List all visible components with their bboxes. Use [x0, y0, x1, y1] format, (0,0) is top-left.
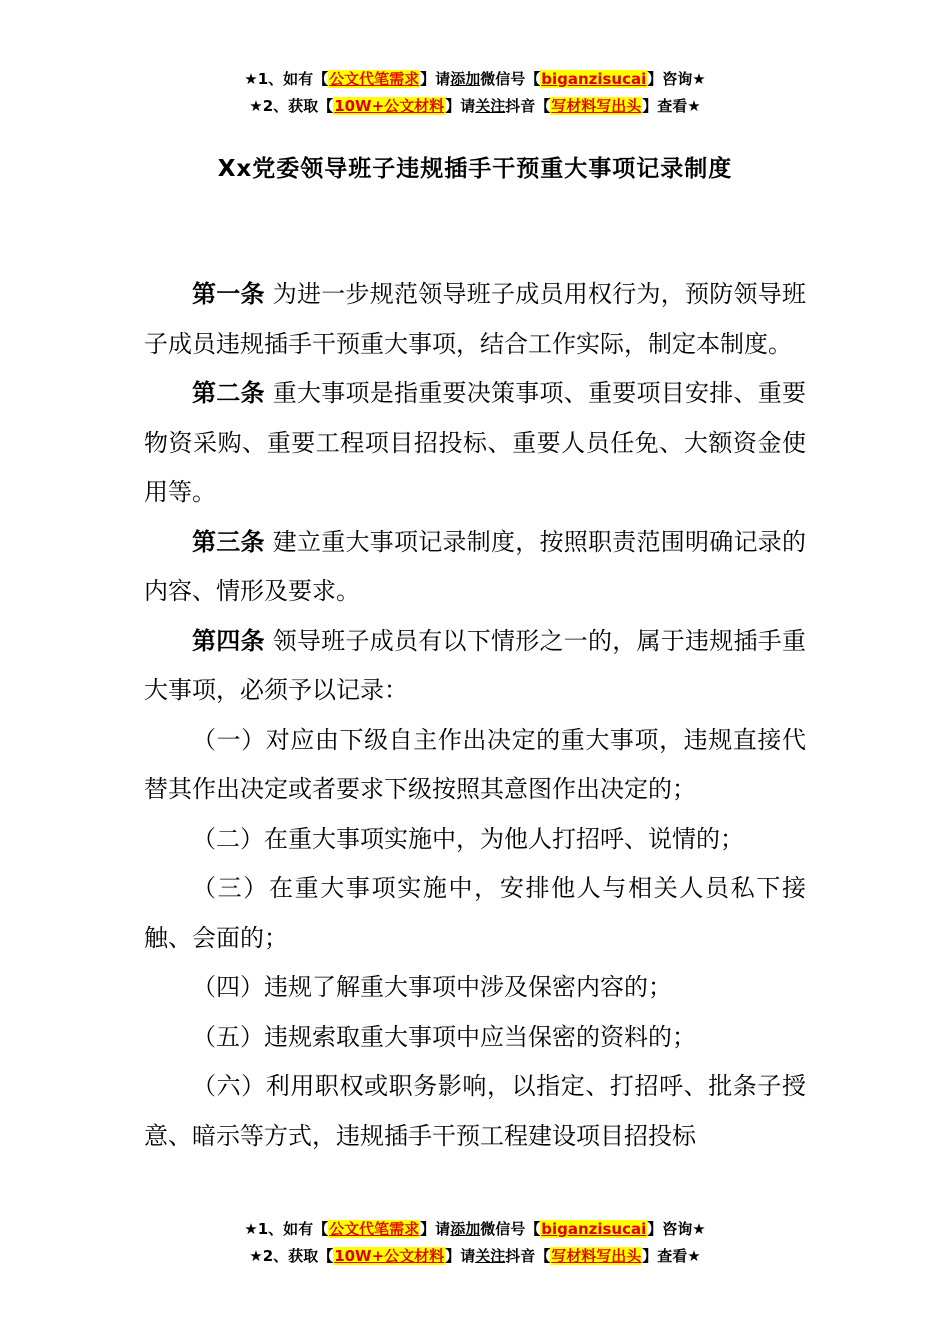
article-label: 第三条: [192, 527, 265, 556]
highlight-materials: 10W+公文材料: [334, 1247, 445, 1265]
list-item: （三）在重大事项实施中，安排他人与相关人员私下接触、会面的；: [144, 874, 806, 952]
banner-line-2: ★2、获取【10W+公文材料】请关注抖音【写材料写出头】查看★: [249, 97, 701, 115]
banner-line-1: ★1、如有【公文代笔需求】请添加微信号【biganzisucai】咨询★: [244, 70, 706, 88]
article-2: [144, 369, 806, 518]
list-item: （四）违规了解重大事项中涉及保密内容的；: [192, 973, 672, 1001]
footer-banner: [0, 1216, 950, 1270]
list-item: （一）对应由下级自主作出决定的重大事项，违规直接代替其作出决定或者要求下级按照其意图作出决定的；: [144, 725, 806, 803]
article-text: 重大事项是指重要决策事项、重要项目安排、重要物资采购、重要工程项目招投标、重要人员任免、大额资金使用等。: [144, 379, 806, 506]
article-text: 领导班子成员有以下情形之一的，属于违规插手重大事项，必须予以记录：: [144, 626, 806, 704]
banner-line-1: ★1、如有【公文代笔需求】请添加微信号【biganzisucai】咨询★: [244, 1220, 706, 1238]
article-4: [144, 617, 806, 716]
list-item: （六）利用职权或职务影响，以指定、打招呼、批条子授意、暗示等方式，违规插手干预工程建设项目招投标: [144, 1072, 806, 1150]
article-label: 第二条: [192, 379, 265, 407]
header-banner: [0, 66, 950, 120]
article-text: 为进一步规范领导班子成员用权行为，预防领导班子成员违规插手干预重大事项，结合工作实际，制定本制度。: [144, 280, 806, 358]
article-label: 第四条: [192, 626, 265, 655]
highlight-wechat-id: biganzisucai: [541, 70, 647, 88]
article-1: [144, 270, 806, 369]
banner-line-2: ★2、获取【10W+公文材料】请关注抖音【写材料写出头】查看★: [249, 1247, 701, 1265]
highlight-service: 公文代笔需求: [329, 70, 420, 88]
highlight-service: 公文代笔需求: [329, 1220, 420, 1238]
article-3: [144, 518, 806, 617]
list-item: （二）在重大事项实施中，为他人打招呼、说情的；: [192, 824, 744, 853]
highlight-wechat-id: biganzisucai: [541, 1220, 647, 1238]
highlight-douyin-account: 写材料写出头: [551, 97, 642, 115]
document-title: Xx党委领导班子违规插手干预重大事项记录制度: [217, 156, 733, 182]
article-text: 建立重大事项记录制度，按照职责范围明确记录的内容、情形及要求。: [144, 527, 806, 605]
highlight-materials: 10W+公文材料: [334, 97, 445, 115]
list-item: （五）违规索取重大事项中应当保密的资料的；: [192, 1022, 696, 1051]
highlight-douyin-account: 写材料写出头: [551, 1247, 642, 1265]
article-label: 第一条: [192, 280, 265, 308]
document-body: [144, 270, 806, 1161]
